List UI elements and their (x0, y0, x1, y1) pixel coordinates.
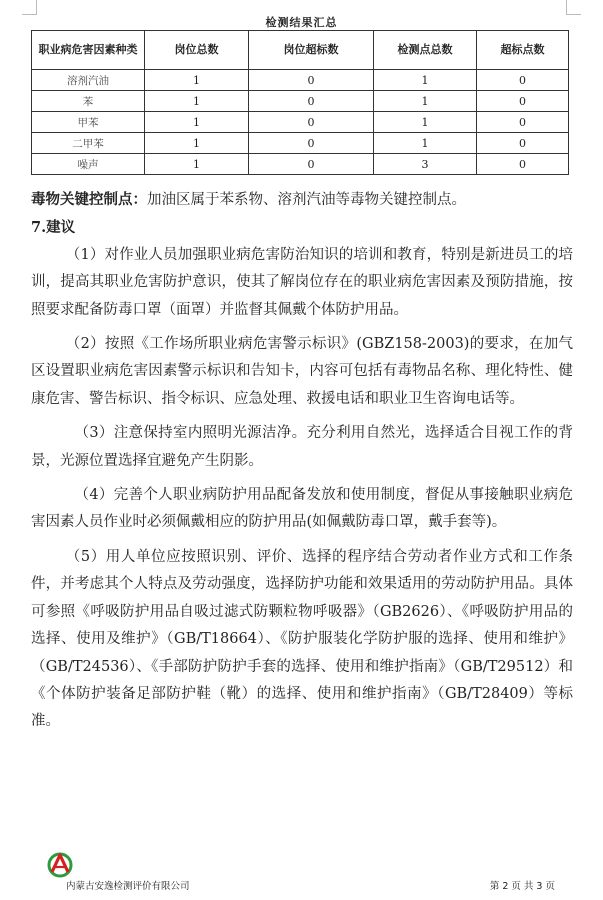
cell-post-exceed: 0 (249, 112, 374, 133)
cell-hazard-type: 苯 (32, 91, 145, 112)
cell-point-total: 3 (374, 154, 477, 175)
cell-hazard-type: 甲苯 (32, 112, 145, 133)
recommendation-5: （5）用人单位应按照识别、评价、选择的程序结合劳动者作业方式和工作条件，并考虑其个人特点及劳动强度，选择防护功能和效果适用的劳动防护用品。具体可参照《呼吸防护用品自吸过滤式防颗粒物呼吸器》（GB2626）、《呼吸防护用品的选择、使用及维护》（GB/T18664）、《防护服装化学防护服的选择、使用和维护》（GB/T24536）、《手部防护防护手套的选择、使用和维护指南》（GB/T29512）和《个体防护装备足部防护鞋（靴）的选择、使用和维护指南》（GB/T28409）等标准。 (31, 548, 573, 730)
cell-post-exceed: 0 (249, 91, 374, 112)
cell-hazard-type: 二甲苯 (32, 133, 145, 154)
header-hazard-type: 职业病危害因素种类 (32, 31, 145, 70)
recommendation-4: （4）完善个人职业病防护用品配备发放和使用制度，督促从事接触职业病危害因素人员作业时必须佩戴相应的防护用品(如佩戴防毒口罩，戴手套等)。 (31, 487, 573, 531)
table-row (32, 70, 569, 91)
cell-point-exceed: 0 (477, 154, 569, 175)
section-heading: 7.建议 (31, 219, 76, 237)
key-control-points-text: 加油区属于苯系物、溶剂汽油等毒物关键控制点。 (147, 192, 466, 208)
cell-post-total: 1 (145, 154, 249, 175)
crop-mark-top-right (566, 0, 581, 15)
cell-point-exceed: 0 (477, 112, 569, 133)
table-header-row (32, 31, 569, 70)
company-logo-icon (45, 850, 75, 878)
cell-hazard-type: 噪声 (32, 154, 145, 175)
crop-mark-top-left (22, 0, 37, 15)
table-title: 检测结果汇总 (265, 16, 338, 29)
table-row (32, 154, 569, 175)
table-row (32, 133, 569, 154)
footer-page-number: 第 2 页 共 3 页 (489, 881, 555, 892)
cell-post-total: 1 (145, 112, 249, 133)
cell-post-total: 1 (145, 70, 249, 91)
header-post-exceed: 岗位超标数 (249, 31, 374, 70)
cell-post-total: 1 (145, 133, 249, 154)
key-control-points (31, 186, 573, 214)
key-control-points-label: 毒物关键控制点： (31, 191, 147, 208)
recommendation-1: （1）对作业人员加强职业病危害防治知识的培训和教育，特别是新进员工的培训，提高其职业危害防护意识，使其了解岗位存在的职业病危害因素及预防措施，按照要求配备防毒口罩（面罩）并监督其佩戴个体防护用品。 (31, 246, 573, 318)
header-point-exceed: 超标点数 (477, 31, 569, 70)
cell-point-total: 1 (374, 70, 477, 91)
cell-hazard-type: 溶剂汽油 (32, 70, 145, 91)
recommendation-2: （2）按照《工作场所职业病危害警示标识》(GBZ158-2003)的要求，在加气区设置职业病危害因素警示标识和告知卡，内容可包括有毒物品名称、理化特性、健康危害、警告标识、指令标识、应急处理、救援电话和职业卫生咨询电话等。 (31, 336, 573, 407)
table-row (32, 112, 569, 133)
cell-point-total: 1 (374, 91, 477, 112)
results-table (31, 30, 569, 175)
footer-company-name: 内蒙古安逸检测评价有限公司 (66, 881, 190, 892)
recommendation-3: （3）注意保持室内照明光源洁净。充分利用自然光，选择适合目视工作的背景，光源位置选择宜避免产生阴影。 (31, 425, 573, 469)
cell-point-exceed: 0 (477, 133, 569, 154)
cell-post-total: 1 (145, 91, 249, 112)
cell-post-exceed: 0 (249, 70, 374, 91)
document-body (31, 186, 573, 736)
table-row (32, 91, 569, 112)
cell-point-total: 1 (374, 133, 477, 154)
cell-post-exceed: 0 (249, 133, 374, 154)
header-post-total: 岗位总数 (145, 31, 249, 70)
cell-point-exceed: 0 (477, 70, 569, 91)
cell-point-total: 1 (374, 112, 477, 133)
cell-point-exceed: 0 (477, 91, 569, 112)
header-point-total: 检测点总数 (374, 31, 477, 70)
cell-post-exceed: 0 (249, 154, 374, 175)
